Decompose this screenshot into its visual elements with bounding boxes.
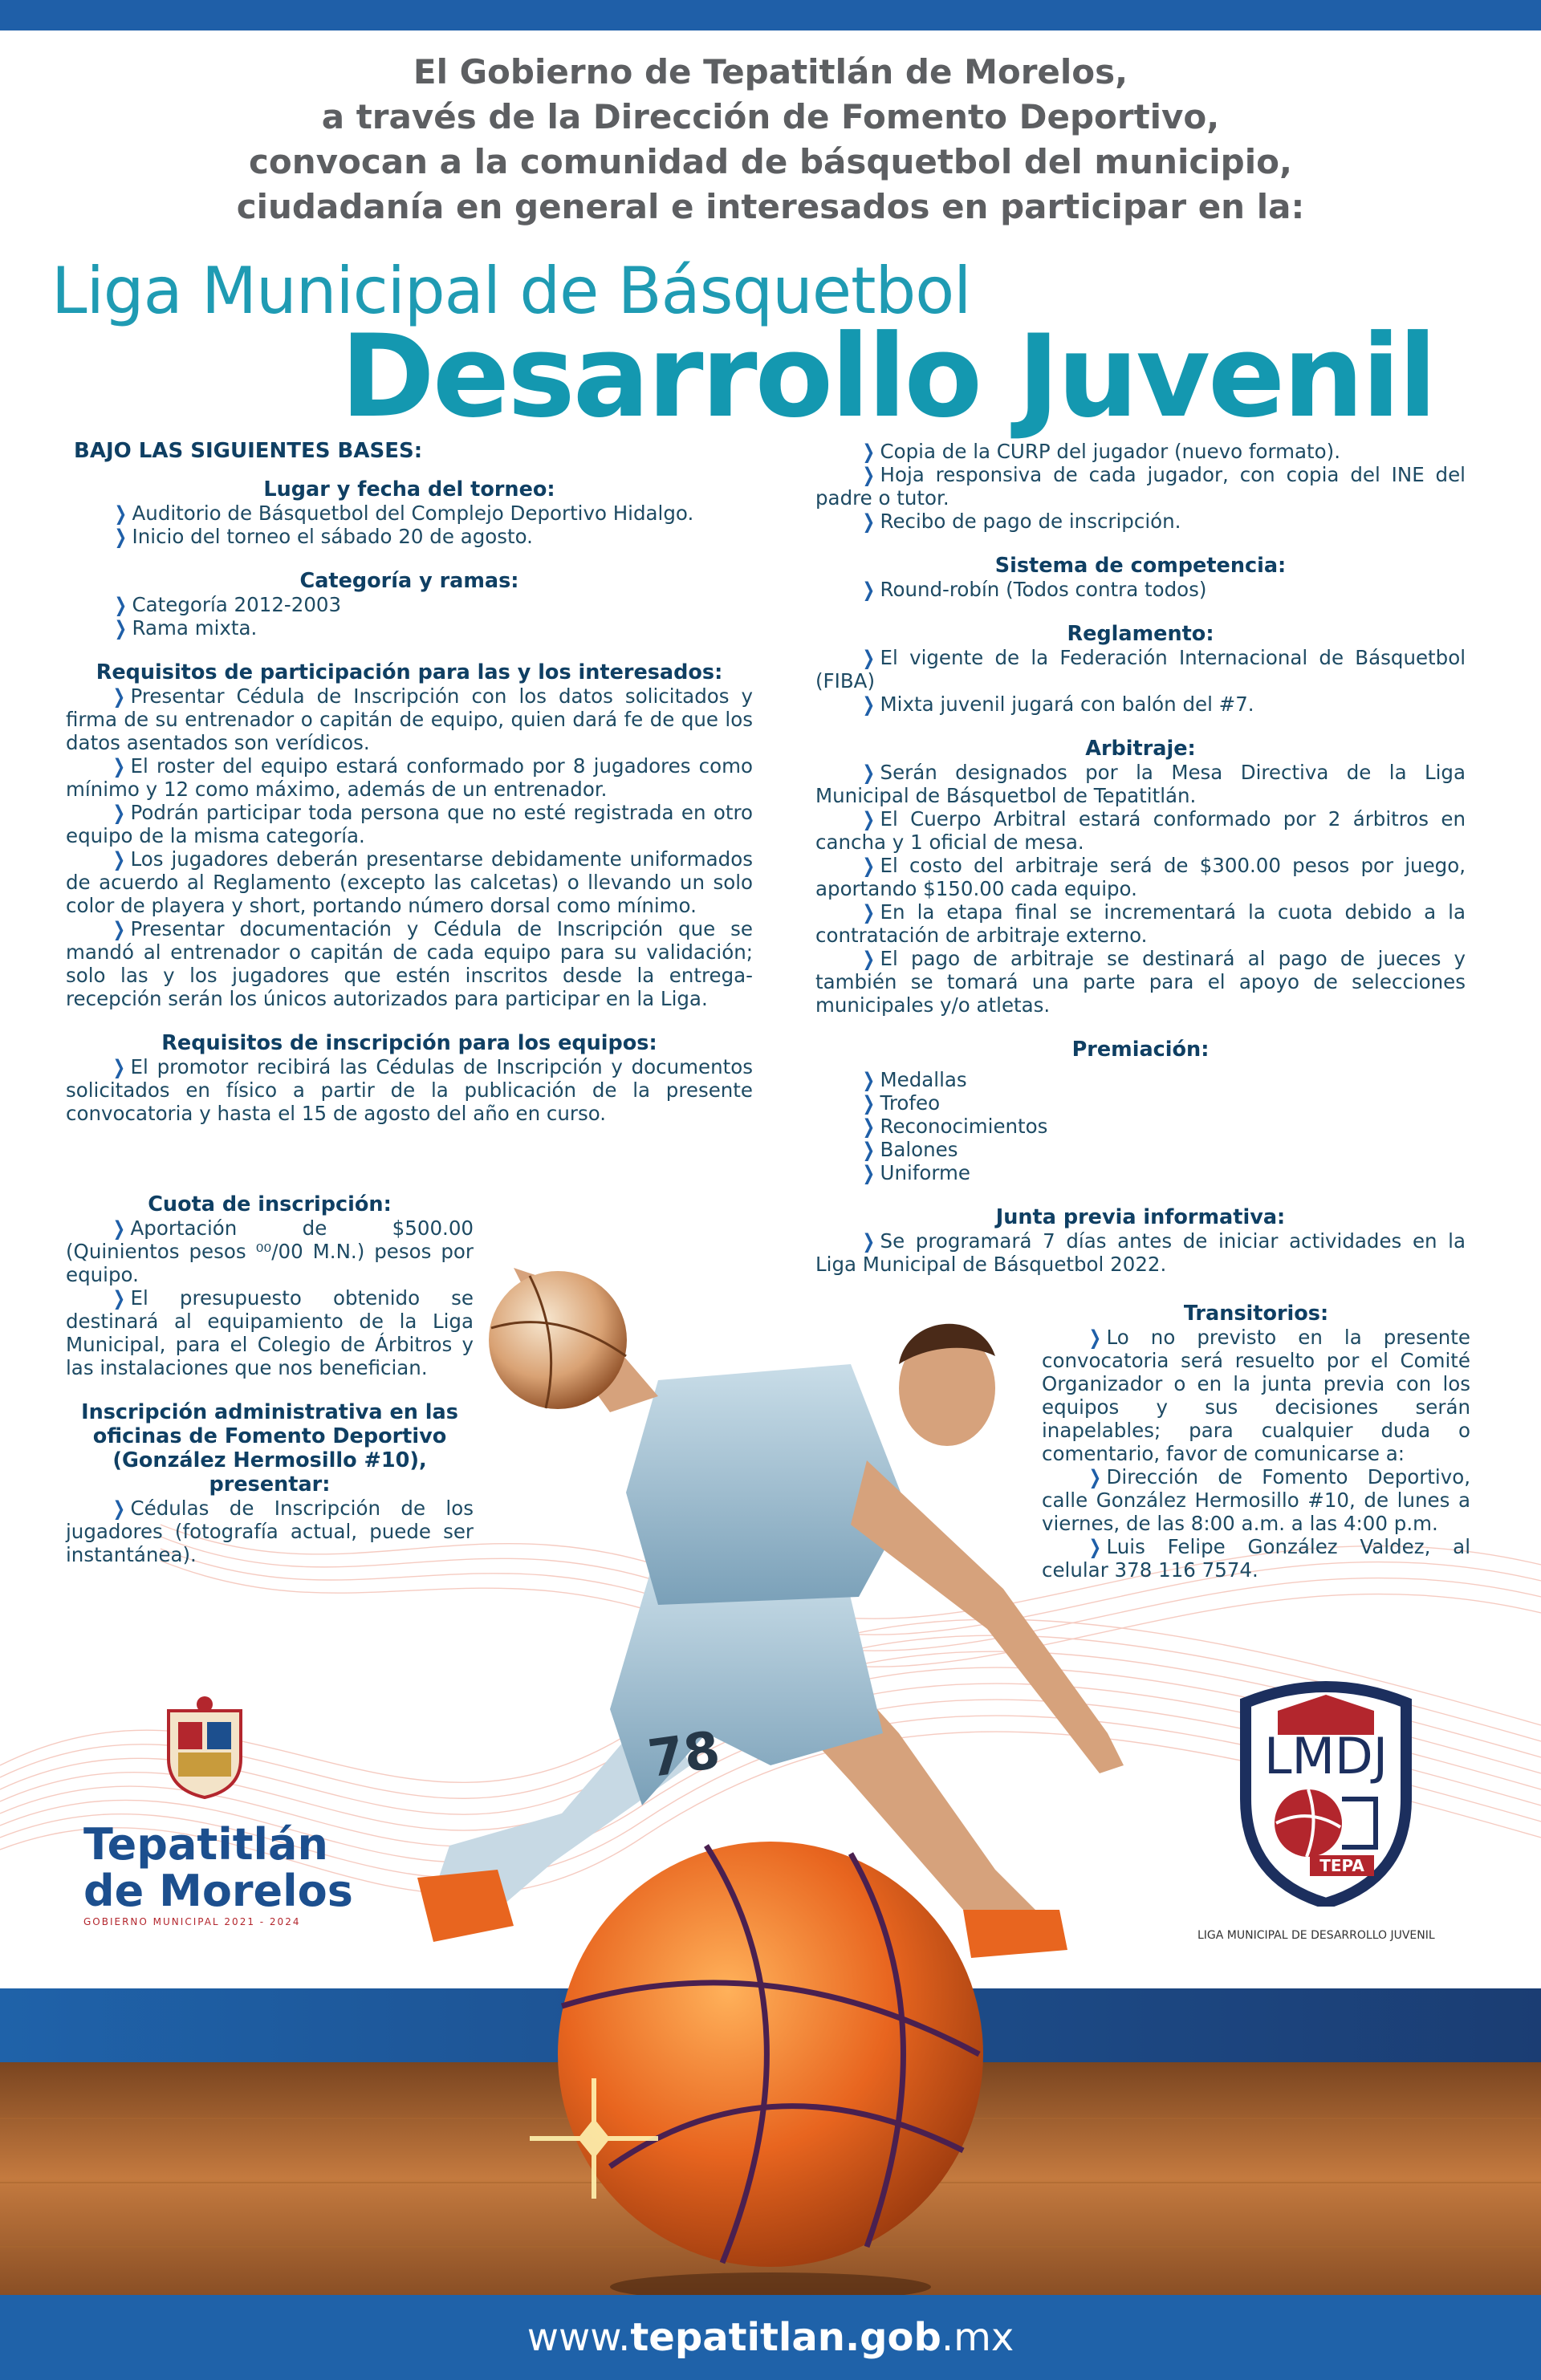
- chevron-right-icon: ❯: [114, 502, 127, 525]
- top-color-bar: [0, 0, 1541, 30]
- section-item: Trofeo: [880, 1091, 941, 1115]
- section-title: Arbitraje:: [1085, 737, 1196, 761]
- section-item: Uniforme: [880, 1161, 970, 1184]
- chevron-right-icon: ❯: [862, 807, 875, 831]
- section-item: Auditorio de Básquetbol del Complejo Deportivo Hidalgo.: [132, 502, 694, 525]
- chevron-right-icon: ❯: [862, 854, 875, 877]
- chevron-right-icon: ❯: [112, 1286, 125, 1310]
- section-item: El vigente de la Federación Internacional de Básquetbol (FIBA): [815, 646, 1466, 692]
- chevron-right-icon: ❯: [112, 1497, 125, 1520]
- section-item: Copia de la CURP del jugador (nuevo formato).: [880, 440, 1340, 463]
- section-item: Recibo de pago de inscripción.: [880, 510, 1181, 533]
- section-item: Rama mixta.: [132, 616, 258, 640]
- municipality-subtitle: GOBIERNO MUNICIPAL 2021 - 2024: [83, 1916, 301, 1927]
- league-title-line1: Liga Municipal de Básquetbol: [51, 254, 971, 328]
- section-item: Presentar documentación y Cédula de Inscripción que se mandó al entrenador o capitán de cada equipo para su validación; solo las y los jugadores que estén inscritos desde la entrega- recepción serán los únicos autorizados para participar en la Liga.: [66, 917, 753, 1010]
- section-title: Premiación:: [1071, 1038, 1210, 1062]
- intro-line: a través de la Dirección de Fomento Deportivo,: [321, 97, 1220, 136]
- section-title: Junta previa informativa:: [995, 1205, 1286, 1229]
- chevron-right-icon: ❯: [112, 847, 125, 871]
- section-title: Lugar y fecha del torneo:: [263, 477, 555, 502]
- league-acronym: LMDJ: [1263, 1727, 1389, 1785]
- chevron-right-icon: ❯: [862, 440, 875, 463]
- section-item: En la etapa final se incrementará la cuota debido a la contratación de arbitraje externo.: [815, 900, 1466, 947]
- chevron-right-icon: ❯: [112, 1055, 125, 1078]
- section-rules: [815, 622, 1466, 716]
- section-item: Serán designados por la Mesa Directiva de la Liga Municipal de Básquetbol de Tepatitlán.: [815, 761, 1466, 807]
- chevron-right-icon: ❯: [862, 1161, 875, 1184]
- section-awards: [815, 1038, 1466, 1184]
- section-fee: [66, 1192, 474, 1379]
- section-item: Inicio del torneo el sábado 20 de agosto.: [132, 525, 533, 548]
- section-participation-requirements: [66, 660, 753, 1010]
- section-title: Transitorios:: [1183, 1302, 1329, 1326]
- league-tag: TEPA: [1319, 1856, 1364, 1875]
- chevron-right-icon: ❯: [862, 1091, 875, 1115]
- intro-text: [0, 50, 1541, 229]
- chevron-right-icon: ❯: [112, 1216, 125, 1240]
- section-item: Presentar Cédula de Inscripción con los datos solicitados y firma de su entrenador o capitán de equipo, quien dará fe de que los datos asentados son verídicos.: [66, 684, 753, 754]
- section-item: Round-robín (Todos contra todos): [880, 578, 1207, 601]
- section-admin-registration: [66, 1400, 474, 1566]
- bases-title: BAJO LAS SIGUIENTES BASES:: [74, 439, 423, 463]
- lmdj-shield-icon: [1230, 1679, 1422, 1907]
- section-item: Mixta juvenil jugará con balón del #7.: [880, 692, 1254, 716]
- section-team-requirements: [66, 1031, 753, 1125]
- section-refereeing: [815, 737, 1466, 1017]
- section-item: Medallas: [880, 1068, 967, 1091]
- municipality-name-line2: de Morelos: [83, 1866, 353, 1916]
- chevron-right-icon: ❯: [862, 1229, 875, 1253]
- chevron-right-icon: ❯: [112, 917, 125, 940]
- section-title: Cuota de inscripción:: [148, 1192, 392, 1216]
- chevron-right-icon: ❯: [862, 900, 875, 924]
- section-title: Requisitos de inscripción para los equipos:: [161, 1031, 657, 1055]
- section-item: Categoría 2012-2003: [132, 593, 342, 616]
- big-basketball: [558, 1842, 983, 2267]
- chevron-right-icon: ❯: [112, 684, 125, 708]
- chevron-right-icon: ❯: [862, 692, 875, 716]
- section-item: El pago de arbitraje se destinará al pago de jueces y también se tomará una parte para el apoyo de selecciones municipales y/o atletas.: [815, 947, 1466, 1017]
- chevron-right-icon: ❯: [1088, 1465, 1101, 1489]
- chevron-right-icon: ❯: [862, 463, 875, 486]
- chevron-right-icon: ❯: [862, 761, 875, 784]
- league-caption: LIGA MUNICIPAL DE DESARROLLO JUVENIL: [1197, 1929, 1435, 1942]
- section-item: Lo no previsto en la presente convocatoria será resuelto por el Comité Organizador o en la junta previa con los equipos y sus decisiones serán inapelables; para cualquier duda o comentario, favor de comunicarse a:: [1042, 1326, 1470, 1465]
- section-transitorios: [1042, 1302, 1470, 1582]
- section-info-meeting: [815, 1205, 1466, 1276]
- intro-line: El Gobierno de Tepatitlán de Morelos,: [413, 52, 1128, 91]
- section-item: Luis Felipe González Valdez, al celular 378 116 7574.: [1042, 1535, 1470, 1582]
- chevron-right-icon: ❯: [114, 525, 127, 548]
- url-suffix: .mx: [941, 2315, 1014, 2360]
- chevron-right-icon: ❯: [862, 1115, 875, 1138]
- url-prefix: www.: [527, 2315, 631, 2360]
- section-competition-system: [815, 554, 1466, 601]
- chevron-right-icon: ❯: [114, 593, 127, 616]
- chevron-right-icon: ❯: [114, 616, 127, 640]
- chevron-right-icon: ❯: [862, 1138, 875, 1161]
- municipality-name-line1: Tepatitlán: [83, 1819, 328, 1870]
- chevron-right-icon: ❯: [862, 510, 875, 533]
- section-item: Se programará 7 días antes de iniciar actividades en la Liga Municipal de Básquetbol 2022.: [815, 1229, 1466, 1276]
- section-item: Los jugadores deberán presentarse debidamente uniformados de acuerdo al Reglamento (excepto las calcetas) o llevando un solo color de playera y short, portando número dorsal como mínimo.: [66, 847, 753, 917]
- section-title: Inscripción administrativa en las oficinas de Fomento Deportivo (González Hermosillo #10), presentar:: [81, 1400, 458, 1497]
- chevron-right-icon: ❯: [112, 801, 125, 824]
- section-item: El promotor recibirá las Cédulas de Inscripción y documentos solicitados en físico a partir de la publicación de la presente convocatoria y hasta el 15 de agosto del año en curso.: [66, 1055, 753, 1125]
- small-basketball: [489, 1271, 627, 1409]
- section-item: El costo del arbitraje será de $300.00 pesos por juego, aportando $150.00 cada equipo.: [815, 854, 1466, 900]
- section-item: Hoja responsiva de cada jugador, con copia del INE del padre o tutor.: [815, 463, 1466, 510]
- chevron-right-icon: ❯: [862, 947, 875, 970]
- left-narrow-column: [66, 1192, 474, 1587]
- footer-bar: [0, 2295, 1541, 2380]
- coat-of-arms-icon: [161, 1695, 249, 1801]
- section-category: [66, 569, 753, 640]
- jersey-number: 78: [644, 1720, 724, 1790]
- left-column: [66, 440, 753, 1146]
- section-item: Cédulas de Inscripción de los jugadores (fotografía actual, puede ser instantánea).: [66, 1497, 474, 1566]
- section-item: Aportación de $500.00 (Quinientos pesos ⁰⁰/00 M.N.) pesos por equipo.: [66, 1216, 474, 1286]
- chevron-right-icon: ❯: [1088, 1326, 1101, 1349]
- intro-line: ciudadanía en general e interesados en participar en la:: [236, 187, 1305, 226]
- section-title: Sistema de competencia:: [994, 554, 1287, 578]
- section-item: El roster del equipo estará conformado por 8 jugadores como mínimo y 12 como máximo, además de un entrenador.: [66, 754, 753, 801]
- section-item: Balones: [880, 1138, 958, 1161]
- section-title: Requisitos de participación para las y los interesados:: [96, 660, 723, 684]
- section-item: Podrán participar toda persona que no esté registrada en otro equipo de la misma categoría.: [66, 801, 753, 847]
- url-domain: tepatitlan.gob: [630, 2315, 941, 2360]
- website-link[interactable]: [527, 2315, 1014, 2360]
- section-item: El presupuesto obtenido se destinará al equipamiento de la Liga Municipal, para el Colegio de Árbitros y las instalaciones que nos benefician.: [66, 1286, 474, 1379]
- chevron-right-icon: ❯: [862, 578, 875, 601]
- transitorios-column: [1042, 1302, 1470, 1602]
- section-item: El Cuerpo Arbitral estará conformado por 2 árbitros en cancha y 1 oficial de mesa.: [815, 807, 1466, 854]
- league-title-line2: Desarrollo Juvenil: [340, 311, 1435, 443]
- section-item: Dirección de Fomento Deportivo, calle González Hermosillo #10, de lunes a viernes, de las 8:00 a.m. a las 4:00 p.m.: [1042, 1465, 1470, 1535]
- section-item: Reconocimientos: [880, 1115, 1048, 1138]
- chevron-right-icon: ❯: [862, 646, 875, 669]
- chevron-right-icon: ❯: [862, 1068, 875, 1091]
- section-documents-continued: [815, 440, 1466, 533]
- chevron-right-icon: ❯: [112, 754, 125, 778]
- section-venue: [66, 477, 753, 548]
- section-title: Reglamento:: [1067, 622, 1214, 646]
- right-column: [815, 440, 1466, 1297]
- chevron-right-icon: ❯: [1088, 1535, 1101, 1558]
- intro-line: convocan a la comunidad de básquetbol del municipio,: [249, 142, 1292, 181]
- section-title: Categoría y ramas:: [299, 569, 519, 593]
